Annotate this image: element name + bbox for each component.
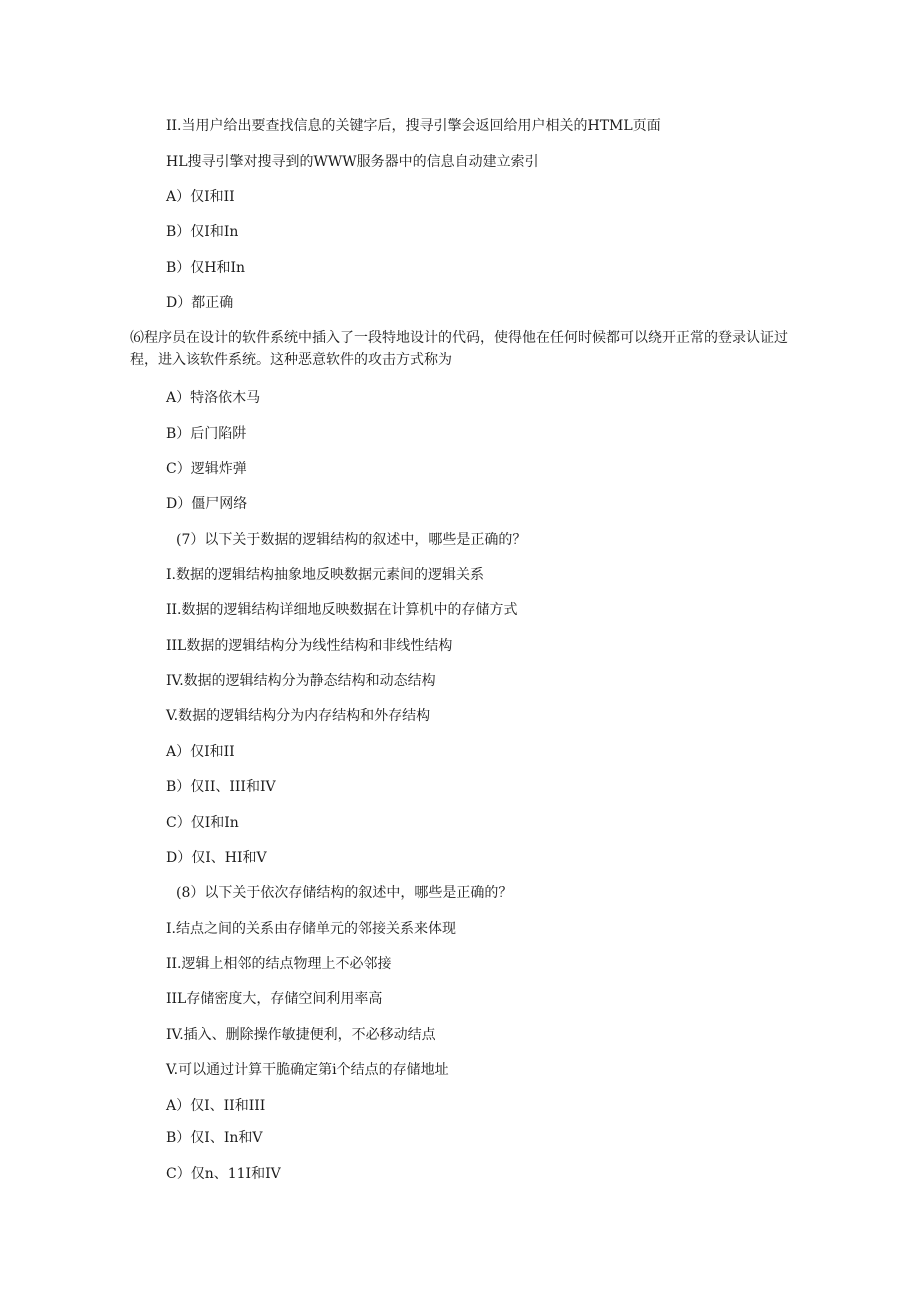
q6-option-c: C）逻辑炸弹: [166, 461, 247, 477]
option-d: D）都正确: [166, 295, 234, 311]
q6-option-d: D）僵尸网络: [166, 496, 248, 512]
q7-option-d: D）仅I、HI和V: [166, 850, 267, 866]
q8-statement-iii: IIL存储密度大，存储空间利用率高: [166, 991, 383, 1007]
question-8: (8）以下关于依次存储结构的叙述中，哪些是正确的？: [176, 885, 513, 901]
q7-option-a: A）仅I和II: [166, 744, 235, 760]
q8-statement-ii: II.逻辑上相邻的结点物理上不必邻接: [166, 956, 392, 972]
q6-option-b: B）后门陷阱: [166, 426, 247, 442]
option-a: A）仅I和II: [166, 189, 235, 205]
q6-option-a: A）特洛依木马: [166, 390, 261, 406]
statement-ii: II.当用户给出要查找信息的关键字后，搜寻引擎会返回给用户相关的HTML页面: [166, 118, 661, 134]
q8-option-c: C）仅n、11I和IV: [166, 1166, 281, 1182]
option-b-duplicate: B）仅H和In: [166, 260, 246, 276]
q8-option-a: A）仅I、II和III: [166, 1098, 266, 1114]
q7-statement-iii: IIL数据的逻辑结构分为线性结构和非线性结构: [166, 638, 453, 654]
q7-statement-v: V.数据的逻辑结构分为内存结构和外存结构: [166, 708, 431, 724]
q8-statement-iv: IV.插入、删除操作敏捷便利，不必移动结点: [166, 1027, 436, 1043]
question-7: (7）以下关于数据的逻辑结构的叙述中，哪些是正确的？: [176, 532, 527, 548]
option-b: B）仅I和In: [166, 224, 239, 240]
statement-iii: HL搜寻引擎对搜寻到的WWW服务器中的信息自动建立索引: [166, 154, 539, 170]
q7-statement-iv: IV.数据的逻辑结构分为静态结构和动态结构: [166, 673, 436, 689]
q8-option-b: B）仅I、In和V: [166, 1130, 263, 1146]
q8-statement-v: V.可以通过计算干脆确定第i个结点的存储地址: [166, 1062, 449, 1078]
q8-statement-i: I.结点之间的关系由存储单元的邻接关系来体现: [166, 921, 456, 937]
q7-statement-i: I.数据的逻辑结构抽象地反映数据元素间的逻辑关系: [166, 567, 484, 583]
q7-option-c: C）仅I和In: [166, 815, 239, 831]
q7-option-b: B）仅II、III和IV: [166, 779, 276, 795]
question-6: ⑹程序员在设计的软件系统中插入了一段特地设计的代码，使得他在任何时候都可以绕开正常的登录认证过程，进入该软件系统。这种恶意软件的攻击方式称为: [130, 330, 788, 368]
q7-statement-ii: II.数据的逻辑结构详细地反映数据在计算机中的存储方式: [166, 602, 518, 618]
